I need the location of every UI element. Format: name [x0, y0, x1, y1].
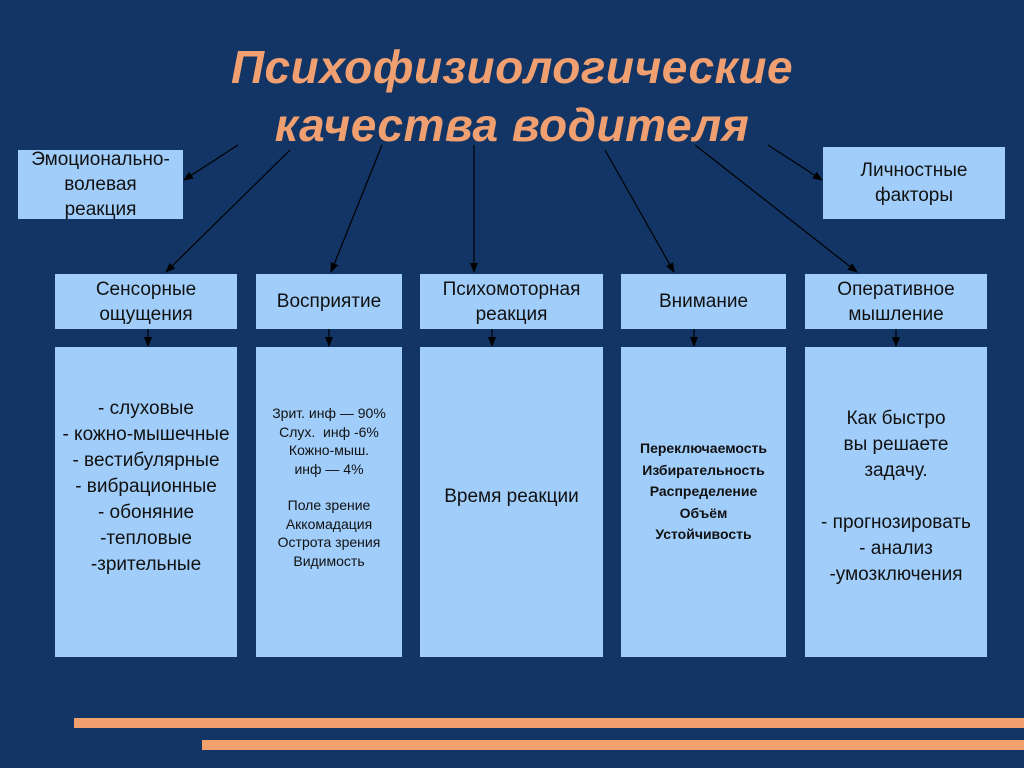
- list-item: Зрит. инф — 90%: [272, 405, 386, 421]
- list-item: Избирательность: [642, 461, 765, 478]
- arrow-to-perception: [331, 145, 382, 272]
- header-psychomotor: [420, 274, 603, 329]
- emotional-volitional-box: [18, 150, 183, 219]
- list-item: вы решаете: [843, 434, 949, 455]
- header-text: реакция: [475, 303, 548, 325]
- decorative-bar-bottom: [202, 740, 1024, 750]
- list-item: Слух. инф -6%: [279, 423, 379, 440]
- list-item: Распределение: [649, 483, 758, 500]
- content-psychomotor: [420, 347, 603, 657]
- header-text: ощущения: [99, 303, 193, 325]
- list-item: Устойчивость: [655, 526, 752, 543]
- list-item: -тепловые: [100, 528, 192, 549]
- list-item: - вестибулярные: [72, 450, 220, 471]
- list-item: - обоняние: [97, 502, 195, 523]
- list-item: - прогнозировать: [821, 512, 971, 533]
- decorative-bar-top: [74, 718, 1024, 728]
- box-text: Личностные: [860, 160, 968, 181]
- box-text: факторы: [874, 185, 953, 206]
- header-sensory: [55, 274, 237, 329]
- box-text: Эмоционально-: [31, 149, 170, 170]
- arrow-to-attention: [605, 150, 674, 272]
- diagram-title-line-1: Психофизиологические: [230, 41, 794, 93]
- arrow-to-sensory: [166, 150, 290, 272]
- list-item: инф — 4%: [294, 460, 364, 477]
- list-item: - вибрационные: [75, 476, 217, 497]
- list-item: -умозключения: [829, 564, 963, 585]
- list-item: Острота зрения: [277, 534, 381, 550]
- content-perception: [256, 347, 402, 657]
- list-item: Как быстро: [846, 408, 946, 429]
- list-item: Кожно-мыш.: [288, 442, 370, 458]
- list-item: задачу.: [864, 460, 928, 481]
- content-attention: [621, 347, 786, 657]
- list-item: Объём: [679, 504, 728, 521]
- header-text: Психомоторная: [442, 278, 581, 300]
- header-text: Восприятие: [276, 291, 382, 312]
- list-item: - анализ: [859, 538, 933, 559]
- list-item: -зрительные: [90, 554, 202, 575]
- box-text: волевая: [64, 174, 137, 195]
- list-item: Поле зрение: [287, 497, 371, 513]
- content-operative-thinking: [805, 347, 987, 657]
- list-item: - кожно-мышечные: [62, 424, 230, 445]
- header-attention: [621, 274, 786, 329]
- list-item: Время реакции: [444, 486, 579, 507]
- header-text: Внимание: [658, 291, 749, 312]
- header-operative-thinking: [805, 274, 987, 329]
- list-item: - слуховые: [98, 398, 194, 419]
- list-item: Переключаемость: [640, 440, 767, 457]
- header-perception: [256, 274, 402, 329]
- header-text: мышление: [848, 303, 944, 325]
- content-sensory: [55, 347, 237, 657]
- diagram-title-line-2: качества водителя: [274, 99, 750, 151]
- box-text: реакция: [64, 199, 137, 220]
- header-text: Оперативное: [837, 278, 955, 300]
- personal-factors-box: [823, 147, 1005, 219]
- list-item: Видимость: [293, 552, 365, 569]
- header-text: Сенсорные: [95, 278, 197, 300]
- list-item: Аккомадация: [285, 515, 373, 532]
